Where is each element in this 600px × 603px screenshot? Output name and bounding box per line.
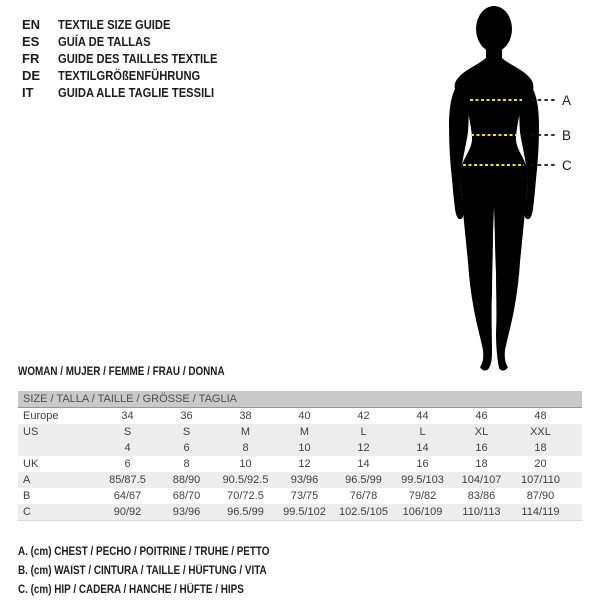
row-filler [570,472,582,488]
language-row [22,84,243,101]
size-cell: 40 [298,410,311,422]
size-figure [430,4,600,372]
table-row [18,488,582,504]
size-cell: 10 [239,458,252,470]
size-cell: XXL [530,426,551,438]
legend-item [18,546,310,565]
size-cell: 85/87.5 [109,474,146,486]
size-cell: 48 [534,410,547,422]
marker-label-hip: C [562,158,572,173]
table-row [18,456,582,472]
row-label: US [23,426,39,438]
size-cell: 87/90 [526,490,555,502]
size-cell: XL [474,426,489,438]
legend-item-text: C. (cm) HIP / CADERA / HANCHE / HÜFTE / HIPS [18,584,244,596]
table-row [18,424,582,440]
size-cell: M [299,426,310,438]
row-filler [570,440,582,456]
size-cell: 44 [416,410,429,422]
woman-silhouette [430,4,600,372]
language-row [22,67,243,84]
size-cell: 107/110 [521,474,560,486]
marker-label-waist: B [562,128,572,143]
language-row [22,33,243,50]
size-cell: 12 [357,442,370,454]
size-cell: 16 [416,458,429,470]
silhouette-body [449,6,539,371]
row-label: UK [23,458,39,470]
row-filler [570,408,582,425]
size-cell: 18 [475,458,488,470]
row-filler [570,488,582,504]
legend-item-text: A. (cm) CHEST / PECHO / POITRINE / TRUHE / PETTO [18,546,270,558]
size-cell: 110/113 [452,504,511,521]
size-cell: L [419,426,426,438]
size-cell: S [182,426,191,438]
size-cell: 64/67 [113,490,142,502]
size-cell: M [240,426,251,438]
language-row [22,16,243,33]
size-cell: 6 [183,442,190,454]
size-cell: 93/96 [157,504,216,521]
table-row [18,408,582,425]
size-cell: 6 [124,458,131,470]
language-title: GUIDA ALLE TAGLIE TESSILI [58,85,215,100]
size-cell: 10 [298,442,311,454]
size-cell: 70/72.5 [227,490,264,502]
size-cell: 99.5/102 [275,504,334,521]
legend-item-text: B. (cm) WAIST / CINTURA / TAILLE / HÜFTUNG / VITA [18,565,267,577]
row-label [18,440,98,456]
size-cell: 93/96 [290,474,319,486]
size-cell: 16 [475,442,488,454]
row-label: C [18,504,98,521]
size-cell: 8 [242,442,249,454]
row-filler [570,456,582,472]
size-cell: 88/90 [172,474,201,486]
row-filler [570,424,582,440]
size-cell: 38 [239,410,252,422]
size-cell: 90.5/92.5 [222,474,269,486]
size-cell: 20 [534,458,547,470]
row-label: Europe [23,410,59,422]
size-cell: 104/107 [461,474,502,486]
language-code: ES [22,34,40,49]
size-cell: 96.5/99 [345,474,382,486]
size-cell: 18 [534,442,547,454]
size-cell: 42 [357,410,370,422]
size-cell: 79/82 [408,490,437,502]
language-code: IT [22,85,34,100]
size-cell: 34 [121,410,134,422]
size-cell: 106/109 [393,504,452,521]
size-cell: 102.5/105 [334,504,393,521]
size-cell: 46 [475,410,488,422]
size-cell: 68/70 [172,490,201,502]
section-title-text: WOMAN / MUJER / FEMME / FRAU / DONNA [18,366,225,378]
language-title: TEXTILE SIZE GUIDE [58,17,171,32]
row-label: B [23,490,31,502]
section-title [18,366,258,378]
size-cell: L [360,426,367,438]
size-table [18,391,582,521]
size-cell: 8 [183,458,190,470]
size-cell: 96.5/99 [216,504,275,521]
language-code: DE [22,68,41,83]
legend-item [18,565,310,584]
marker-label-chest: A [562,93,572,108]
size-cell: 12 [298,458,311,470]
size-cell: S [123,426,132,438]
legend-item [18,584,310,603]
size-cell: 99.5/103 [401,474,444,486]
measurement-legend [18,546,310,603]
language-code: FR [22,51,40,66]
size-cell: 14 [416,442,429,454]
table-row [18,472,582,488]
language-title: GUIDE DES TAILLES TEXTILE [58,51,218,66]
language-title-list [22,16,243,101]
row-filler [570,504,582,521]
language-title: GUÍA DE TALLAS [58,34,151,49]
row-label: A [23,474,31,486]
size-table-header: SIZE / TALLA / TAILLE / GRÖSSE / TAGLIA [18,391,582,408]
size-cell: 14 [357,458,370,470]
size-cell: 83/86 [467,490,496,502]
size-cell: 90/92 [98,504,157,521]
size-cell: 73/75 [290,490,319,502]
size-cell: 76/78 [349,490,378,502]
size-cell: 36 [180,410,193,422]
silhouette-torso-legs [455,42,534,371]
table-row [18,504,582,521]
language-code: EN [22,17,41,32]
language-title: TEXTILGRÖßENFÜHRUNG [58,68,201,83]
size-cell: 4 [124,442,131,454]
language-row [22,50,243,67]
table-row [18,440,582,456]
size-cell: 114/119 [511,504,570,521]
